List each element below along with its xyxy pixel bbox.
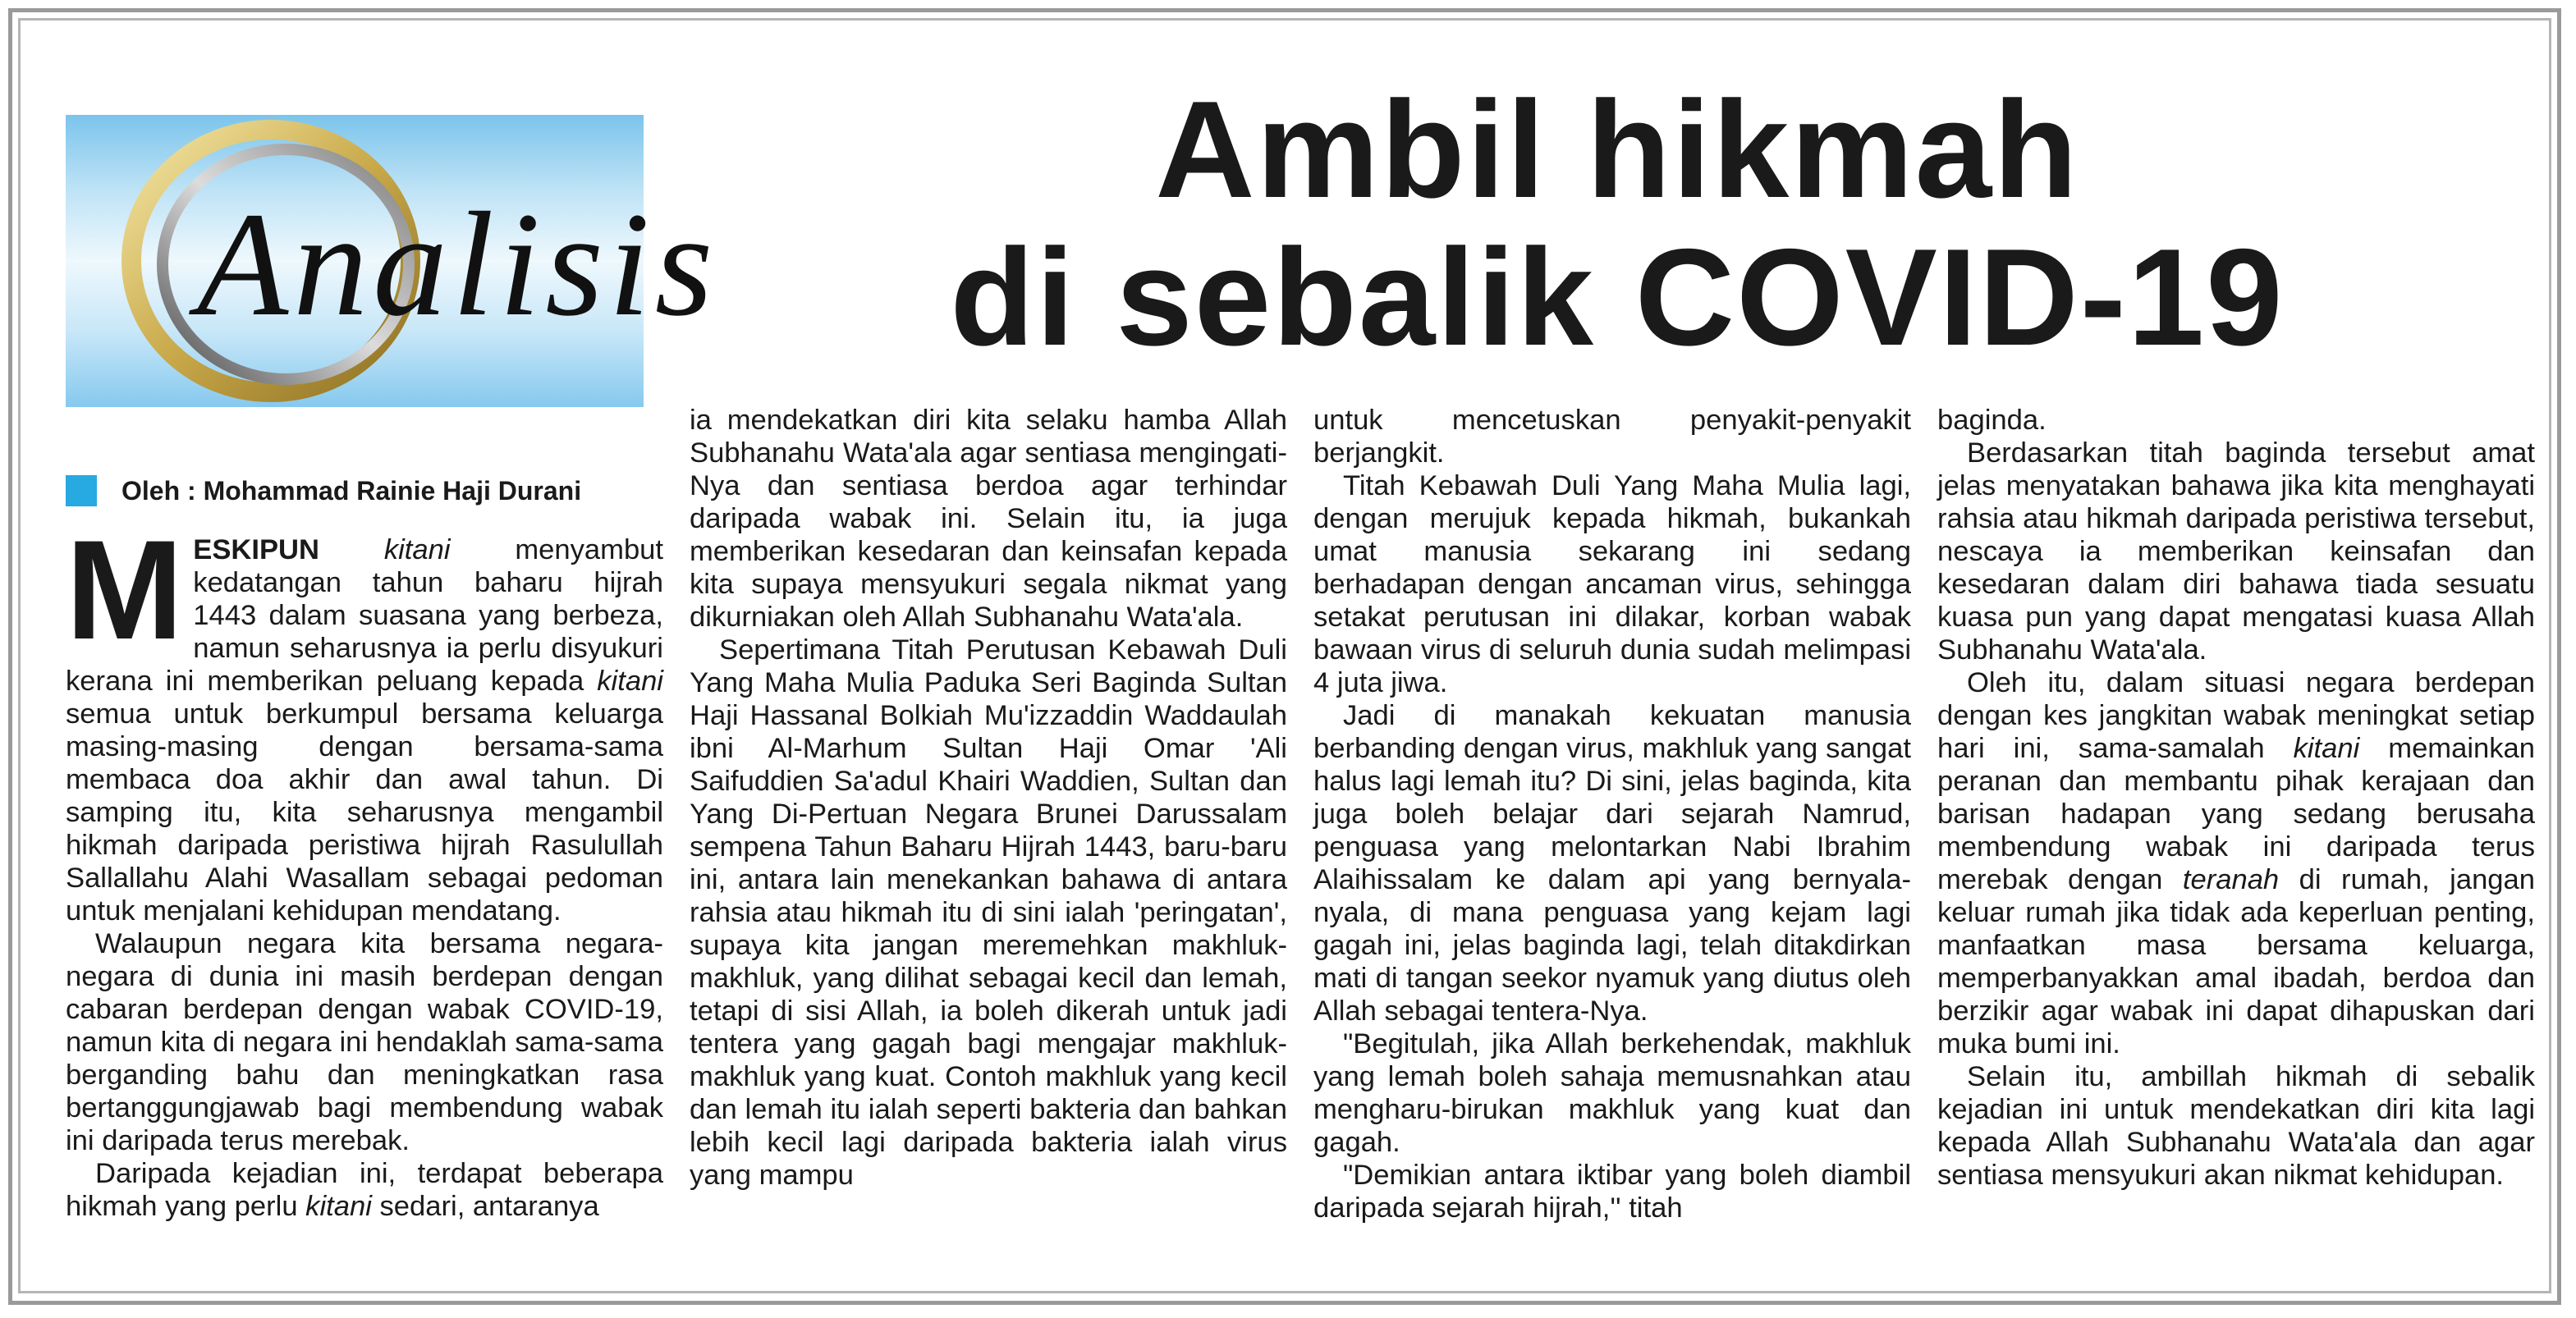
paragraph: Selain itu, ambillah hikmah di sebalik kejadian ini untuk mendekatkan diri kita lagi kepada Allah Subhanahu Wata'ala dan agar sentiasa mensyukuri akan nikmat kehidupan. [1937,1061,2535,1191]
paragraph: Titah Kebawah Duli Yang Maha Mulia lagi, dengan merujuk kepada hikmah, bukankah umat manusia sekarang ini sedang berhadapan dengan ancaman virus, sehingga setakat perutusan ini dilakar, korban wabak bawaan virus di seluruh dunia sudah melimpasi 4 juta jiwa. [1313,470,1911,698]
byline-square-icon [66,475,97,506]
paragraph: Berdasarkan titah baginda tersebut amat jelas menyatakan bahawa jika kita menghayati rahsia atau hikmah daripada peristiwa tersebut, nescaya ia memberikan keinsafan dan kesedaran dalam diri bahawa tiada sesuatu kuasa pun yang dapat mengatasi kuasa Allah Subhanahu Wata'ala. [1937,437,2535,666]
paragraph: MESKIPUN kitani menyambut kedatangan tahun baharu hijrah 1443 dalam suasana yang berbeza, namun seharusnya ia perlu disyukuri kerana ini memberikan peluang kepada kitani semua untuk berkumpul bersama keluarga masing-masing dengan bersama-sama membaca doa akhir dan awal tahun. Di samping itu, kita seharusnya mengambil hikmah daripada peristiwa hijrah Rasulullah Sallallahu Alahi Wasallam sebagai pedoman untuk menjalani kehidupan mendatang. [66,511,664,927]
paragraph: Sepertimana Titah Perutusan Kebawah Duli Yang Maha Mulia Paduka Seri Baginda Sultan Haji Hassanal Bolkiah Mu'izzaddin Waddaulah ibni Al-Marhum Sultan Haji Omar 'Ali Saifuddien Sa'adul Khairi Waddien, Sultan dan Yang Di-Pertuan Negara Brunei Darussalam sempena Tahun Baharu Hijrah 1443, baru-baru ini, antara lain menekankan bahawa di antara rahsia atau hikmah itu di sini ialah 'peringatan', supaya kita jangan meremehkan makhluk-makhluk, yang dilihat sebagai kecil dan lemah, tetapi di sisi Allah, ia boleh dikerah untuk jadi tentera yang gagah bagi mengajar makhluk-makhluk yang kuat. Contoh makhluk yang kecil dan lemah itu ialah seperti bakteria dan bahkan lebih kecil lagi daripada bakteria ialah virus yang mampu [690,634,1287,1191]
article-column-2 [690,404,1287,1280]
headline-line-2: di sebalik COVID-19 [950,220,2285,374]
paragraph: Walaupun negara kita bersama negara-negara di dunia ini masih berdepan dengan cabaran berdepan dengan wabak COVID-19, namun kita di negara ini hendaklah sama-sama berganding bahu dan meningkatkan rasa bertanggungjawab bagi membendung wabak ini daripada terus merebak. [66,928,663,1156]
paragraph: Daripada kejadian ini, terdapat beberapa hikmah yang perlu kitani sedari, antaranya [66,1158,663,1222]
paragraph: ia mendekatkan diri kita selaku hamba Allah Subhanahu Wata'ala agar sentiasa mengingati-Nya dan sentiasa berdoa agar terhindar daripada wabak ini. Selain itu, ia juga memberikan kesedaran dan keinsafan kepada kita supaya mensyukuri segala nikmat yang dikurniakan oleh Allah Subhanahu Wata'ala. [690,405,1287,633]
byline [66,473,581,509]
paragraph: "Demikian antara iktibar yang boleh diambil daripada sejarah hijrah,'' titah [1313,1160,1911,1224]
paragraph: "Begitulah, jika Allah berkehendak, makhluk yang lemah boleh sahaja memusnahkan atau mengharu-birukan makhluk yang kuat dan gagah. [1313,1028,1911,1158]
paragraph: Jadi di manakah kekuatan manusia berbanding dengan virus, makhluk yang sangat halus lagi lemah itu? Di sini, jelas baginda, kita juga boleh belajar dari sejarah Namrud, penguasa yang melontarkan Nabi Ibrahim Alaihissalam ke dalam api yang bernyala-nyala, di mana penguasa yang kejam lagi gagah ini, jelas baginda lagi, telah ditakdirkan mati di tangan seekor nyamuk yang diutus oleh Allah sebagai tentera-Nya. [1313,700,1911,1027]
byline-author: Oleh : Mohammad Rainie Haji Durani [121,475,582,506]
paragraph: Oleh itu, dalam situasi negara berdepan dengan kes jangkitan wabak meningkat setiap hari ini, sama-samalah kitani memainkan peranan dan membantu pihak kerajaan dan barisan hadapan yang sedang berusaha membendung wabak ini daripada terus merebak dengan teranah di rumah, jangan keluar rumah jika tidak ada keperluan penting, manfaatkan masa bersama keluarga, memperbanyakkan amal ibadah, berdoa dan berzikir agar wabak ini dapat dihapuskan dari muka bumi ini. [1937,667,2536,1059]
headline-line-1: Ambil hikmah [1155,72,2079,227]
first-word: ESKIPUN [193,534,319,565]
article-column-4 [1937,404,2535,1280]
drop-cap: M [66,511,184,669]
article-column-3 [1313,404,1911,1280]
paragraph: untuk mencetuskan penyakit-penyakit berjangkit. [1313,405,1911,469]
analisis-logo [66,115,718,407]
logo-text: Analisis [197,182,718,347]
article-column-1 [66,511,664,1280]
headline [821,72,2413,374]
paragraph: baginda. [1937,405,2047,436]
